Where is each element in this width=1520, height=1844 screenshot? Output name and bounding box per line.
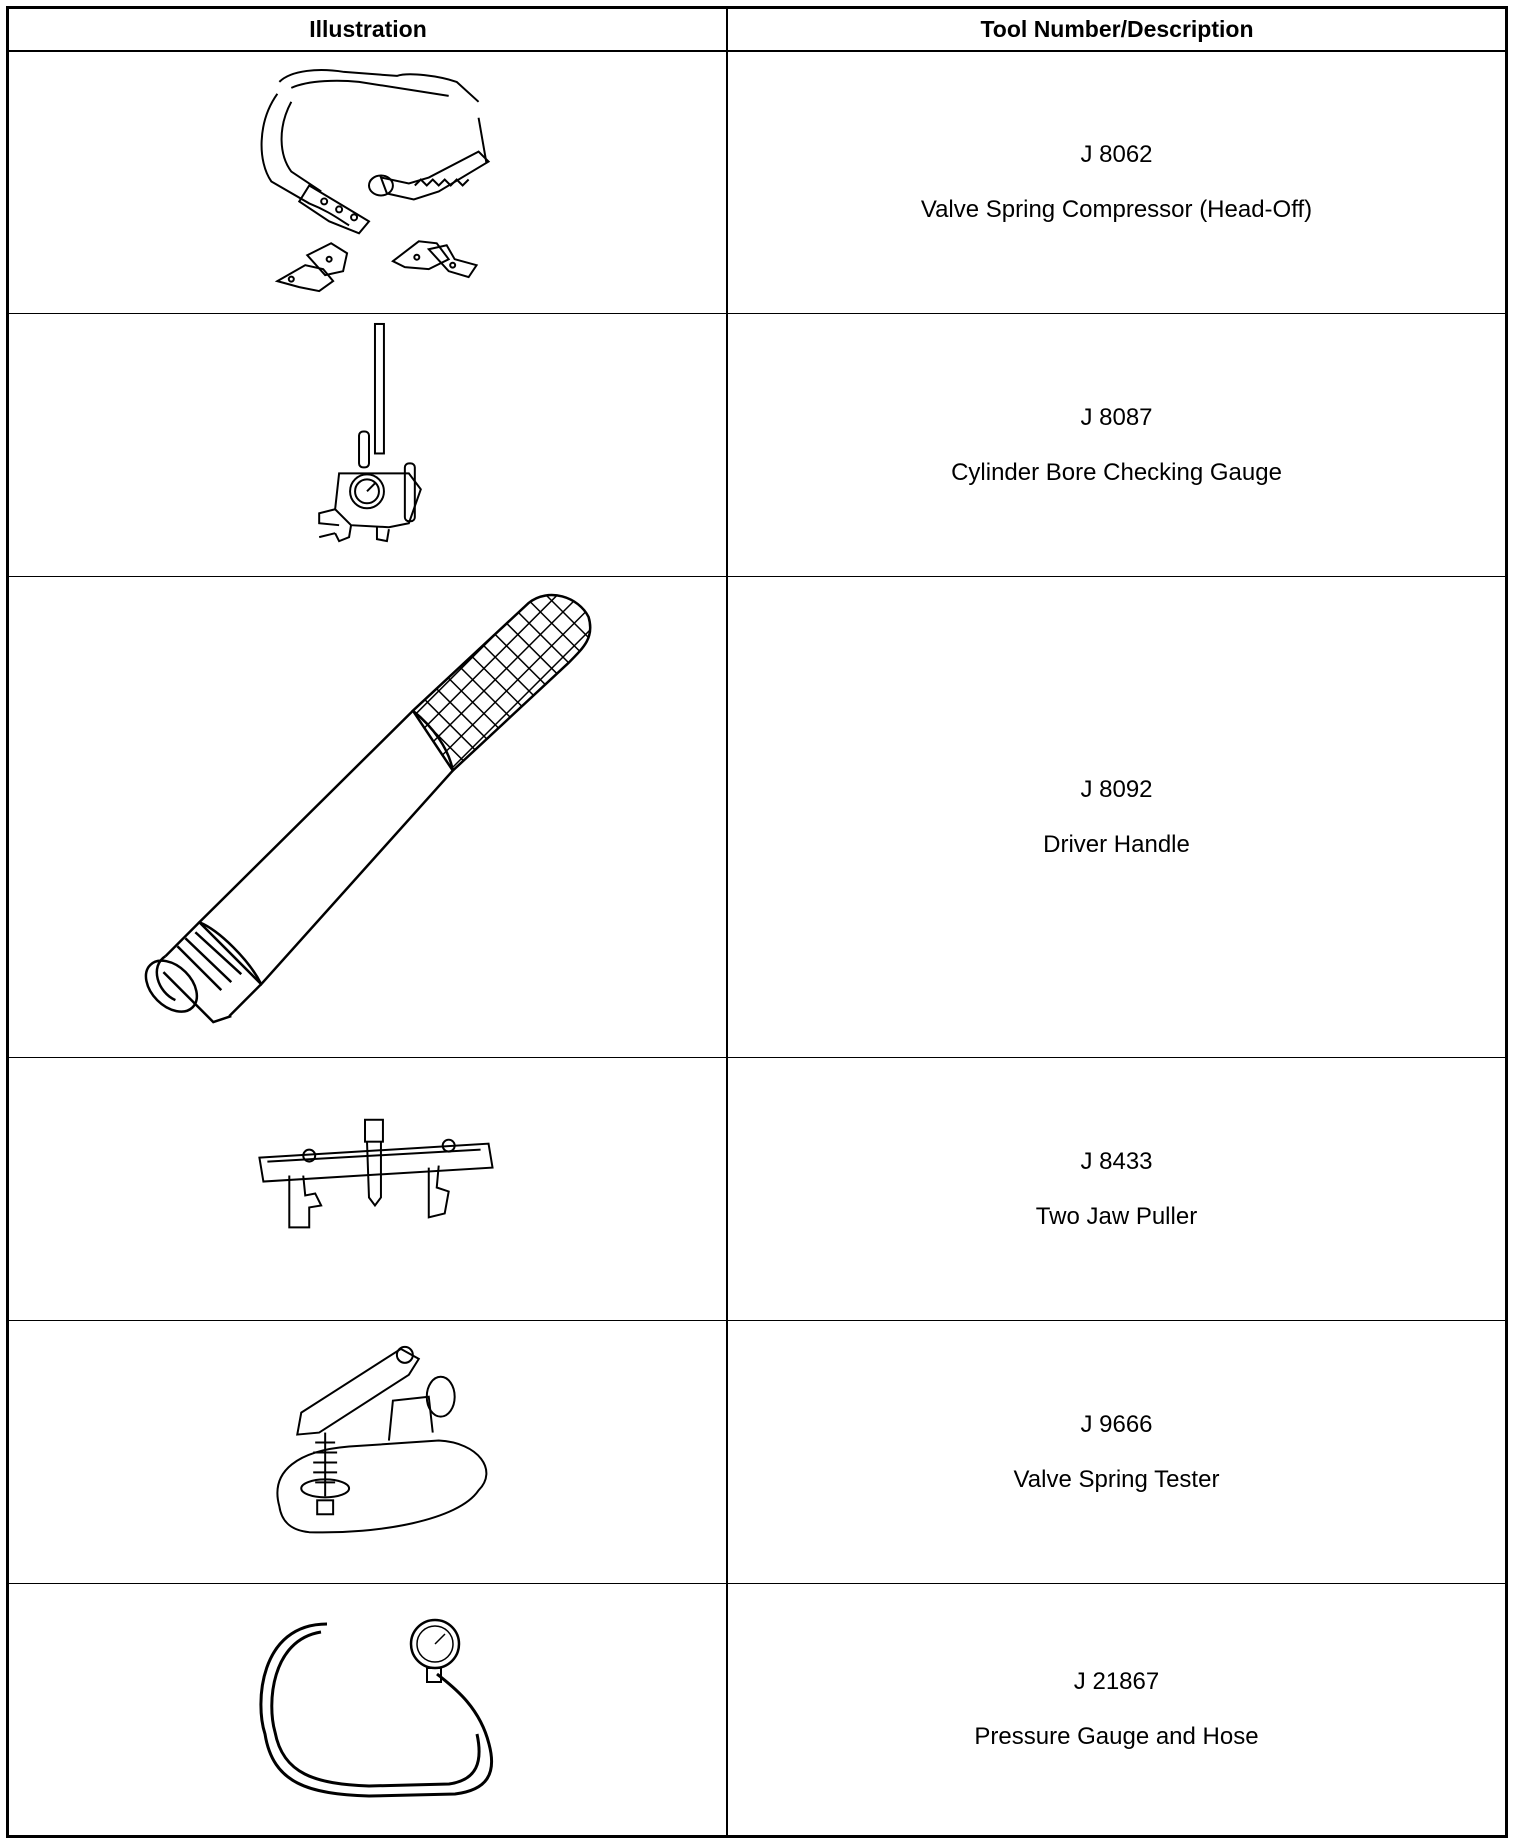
tool-number: J 21867	[1073, 1668, 1160, 1695]
table-row	[9, 577, 1505, 1058]
tool-number: J 8092	[1080, 775, 1153, 803]
tool-number: J 8062	[1080, 141, 1153, 168]
table-row	[9, 1321, 1505, 1584]
tool-number: J 8433	[1080, 1147, 1153, 1175]
tool-description: Valve Spring Compressor (Head-Off)	[920, 196, 1313, 223]
tool-description: Pressure Gauge and Hose	[974, 1723, 1259, 1750]
table-header-row	[9, 9, 1505, 52]
table-row	[9, 52, 1505, 314]
tool-number: J 9666	[1080, 1410, 1153, 1438]
tool-description: Cylinder Bore Checking Gauge	[951, 458, 1282, 486]
two-jaw-puller-icon	[9, 1058, 726, 1320]
tool-number: J 8087	[1080, 403, 1153, 431]
table-row	[9, 1058, 1505, 1321]
valve-spring-compressor-icon	[9, 52, 726, 313]
table-row	[9, 1584, 1505, 1835]
header-illustration: Illustration	[309, 16, 427, 42]
pressure-gauge-hose-icon	[9, 1584, 726, 1835]
table-row	[9, 314, 1505, 577]
tool-description: Driver Handle	[1043, 830, 1190, 858]
driver-handle-icon	[9, 577, 726, 1057]
header-tool-number: Tool Number/Description	[980, 16, 1254, 42]
tool-description: Valve Spring Tester	[1013, 1465, 1220, 1493]
valve-spring-tester-icon	[9, 1321, 726, 1583]
tools-table	[6, 6, 1508, 1838]
cylinder-bore-gauge-icon	[9, 314, 726, 576]
tool-description: Two Jaw Puller	[1035, 1202, 1198, 1230]
